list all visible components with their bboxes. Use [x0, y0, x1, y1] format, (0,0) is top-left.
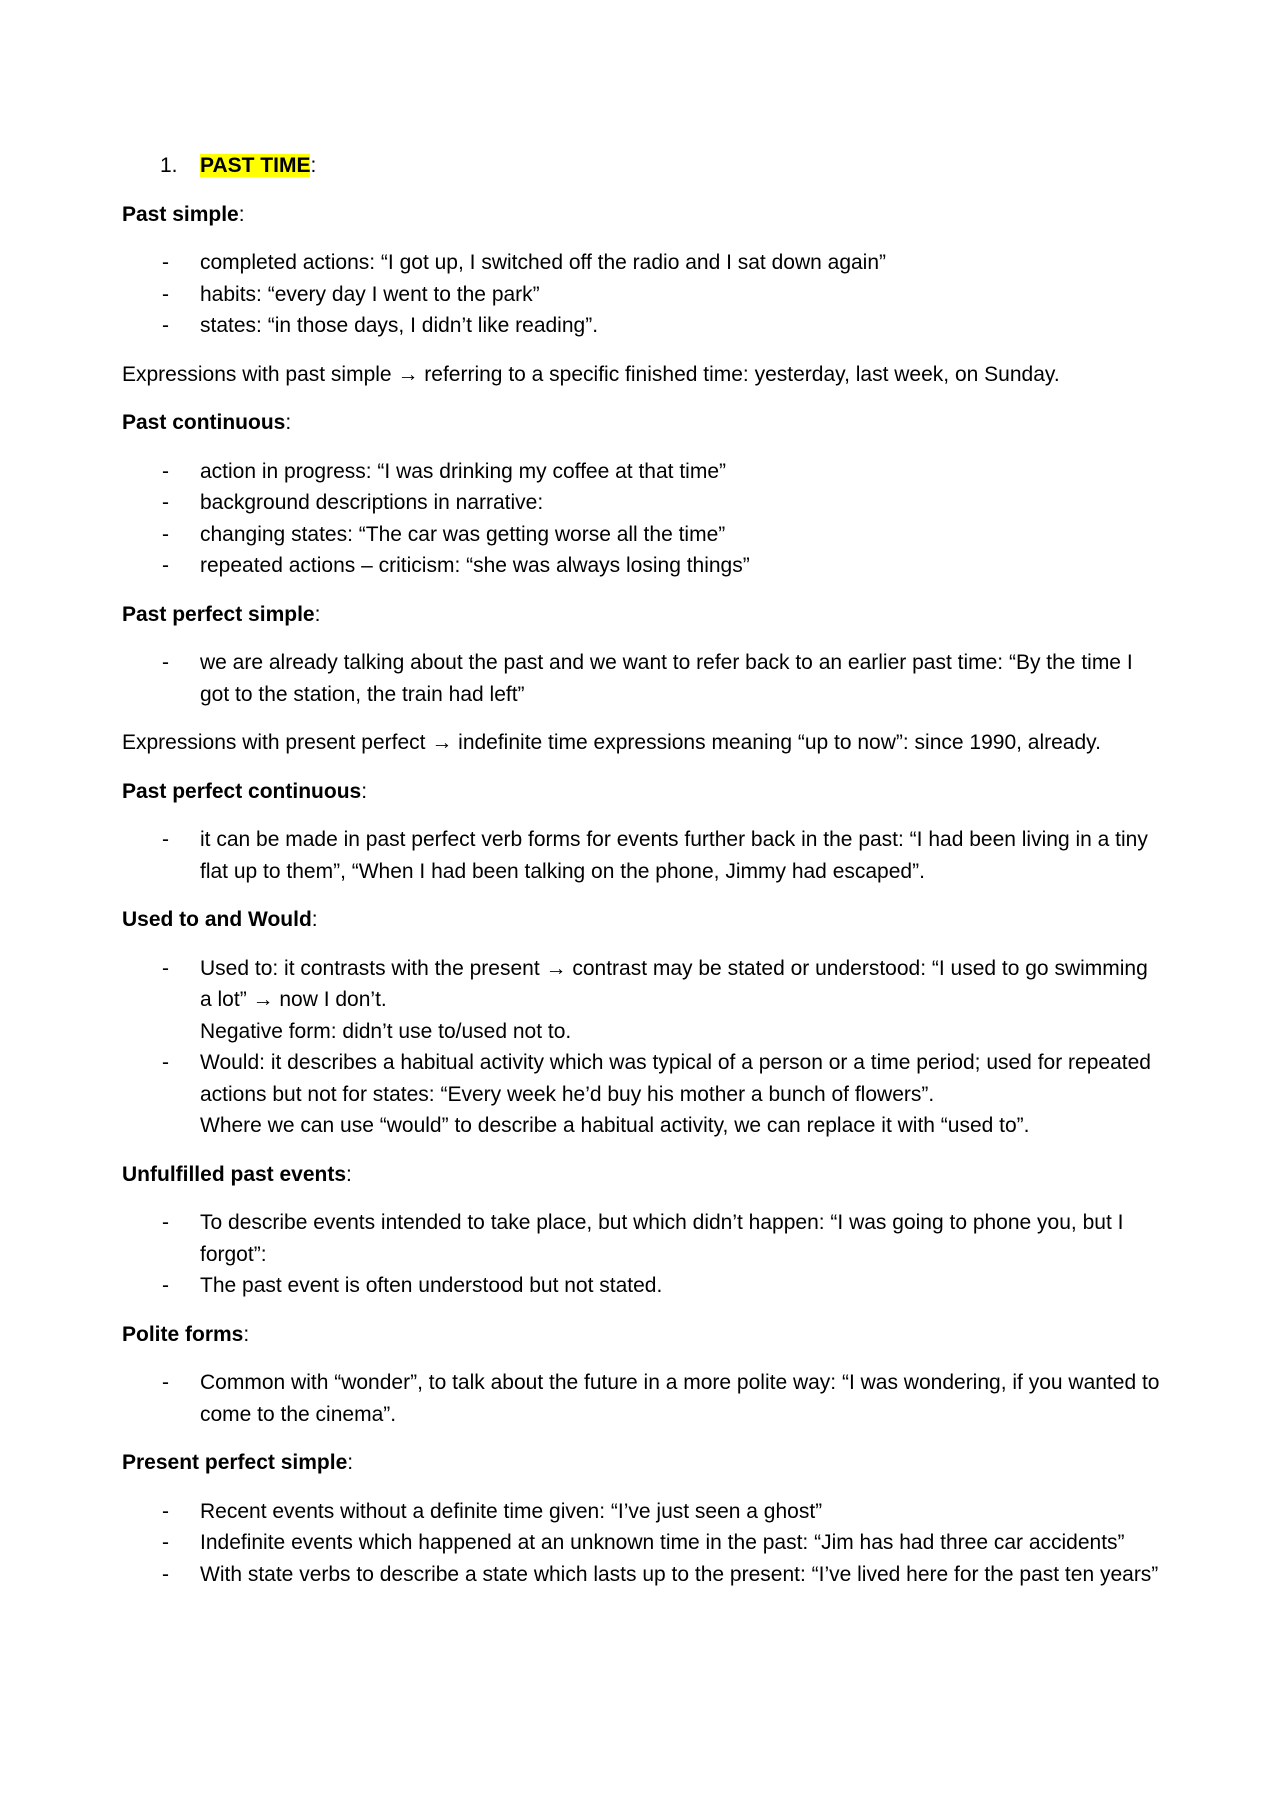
dash-bullet: -	[162, 1274, 169, 1297]
list-item-text: Common with “wonder”, to talk about the future in a more polite way: “I was wondering, if you wanted to come to the cinema”.	[200, 1371, 1160, 1426]
list-item	[122, 487, 1162, 519]
list-item-text: it can be made in past perfect verb forms for events further back in the past: “I had been living in a tiny flat up to them”, “When I had been talking on the phone, Jimmy had escaped”.	[200, 828, 1148, 883]
list-item	[122, 1496, 1162, 1528]
list-item	[122, 1527, 1162, 1559]
document-page	[122, 150, 1162, 1607]
list-item-text: The past event is often understood but not stated.	[200, 1274, 663, 1297]
dash-bullet: -	[162, 1211, 169, 1234]
dash-bullet: -	[162, 282, 169, 306]
subsection-title: Present perfect simple	[122, 1451, 348, 1474]
subsection-title: Past simple	[122, 202, 239, 226]
list-item	[122, 647, 1162, 710]
list-item-text: With state verbs to describe a state which lasts up to the present: “I’ve lived here for the past ten years”	[200, 1562, 1159, 1586]
dash-bullet: -	[162, 1051, 169, 1074]
arrow-right-icon: →	[431, 731, 453, 754]
dash-bullet: -	[162, 491, 169, 514]
list-item-text: action in progress: “I was drinking my coffee at that time”	[200, 459, 727, 483]
dash-bullet: -	[162, 522, 169, 546]
section-title-highlighted: PAST TIME	[200, 154, 311, 177]
expression-paragraph: Expressions with past simple → referring to a specific finished time: yesterday, last week, on Sunday.	[122, 362, 1060, 386]
subsection-heading: Used to and Would:	[122, 908, 318, 931]
dash-bullet: -	[162, 554, 169, 577]
dash-bullet: -	[162, 1371, 169, 1394]
list-item-text: background descriptions in narrative:	[200, 491, 544, 514]
list-item-text: Would: it describes a habitual activity which was typical of a person or a time period; used for repeated actions but not for states: “Every week he’d buy his mother a bunch of flowers”.	[200, 1051, 1151, 1106]
document-body	[122, 199, 1162, 1591]
section-heading: 1. PAST TIME:	[122, 150, 1162, 182]
list-item	[122, 456, 1162, 488]
list-item	[122, 1367, 1162, 1430]
list-item-text: Used to: it contrasts with the present → contrast may be stated or understood: “I used to go swimming a lot” → now I don’t.	[200, 956, 1148, 1011]
dash-bullet: -	[162, 459, 169, 483]
expression-paragraph: Expressions with present perfect → indefinite time expressions meaning “up to now”: since 1990, already.	[122, 731, 1101, 754]
list-item	[122, 310, 1162, 342]
dash-bullet: -	[162, 651, 169, 674]
dash-list	[122, 953, 1162, 1142]
dash-list	[122, 1367, 1162, 1430]
list-item	[122, 1270, 1162, 1302]
list-item-text: Recent events without a definite time given: “I’ve just seen a ghost”	[200, 1499, 823, 1523]
dash-list	[122, 647, 1162, 710]
list-item	[122, 824, 1162, 887]
subsection-heading: Unfulfilled past events:	[122, 1162, 352, 1186]
list-item	[122, 1207, 1162, 1270]
subsection-heading: Polite forms:	[122, 1322, 250, 1346]
dash-bullet: -	[162, 828, 169, 851]
list-item	[122, 247, 1162, 279]
list-item-text: Where we can use “would” to describe a habitual activity, we can replace it with “used to”.	[200, 1114, 1030, 1137]
dash-bullet: -	[162, 314, 169, 337]
list-item-text: completed actions: “I got up, I switched off the radio and I sat down again”	[200, 251, 887, 274]
subsection-heading: Past simple:	[122, 202, 245, 226]
list-item-text: states: “in those days, I didn’t like reading”.	[200, 314, 599, 337]
subsection-heading: Present perfect simple:	[122, 1451, 354, 1474]
list-item	[122, 1047, 1162, 1142]
dash-bullet: -	[162, 1562, 169, 1586]
list-item-text: we are already talking about the past and we want to refer back to an earlier past time: “By the time I got to the station, the train had left”	[200, 651, 1133, 706]
subsection-heading: Past continuous:	[122, 411, 292, 434]
list-item-text: changing states: “The car was getting worse all the time”	[200, 522, 726, 546]
dash-list	[122, 824, 1162, 887]
subsection-title: Used to and Would	[122, 908, 312, 931]
list-item-text: Indefinite events which happened at an unknown time in the past: “Jim has had three car accidents”	[200, 1531, 1125, 1554]
section-number: 1.	[160, 154, 178, 177]
dash-bullet: -	[162, 1531, 169, 1554]
dash-list	[122, 1207, 1162, 1302]
subsection-title: Past perfect simple	[122, 602, 315, 626]
dash-list	[122, 247, 1162, 342]
arrow-right-icon: →	[397, 362, 419, 386]
subsection-title: Polite forms	[122, 1322, 244, 1346]
list-item-text: Negative form: didn’t use to/used not to.	[200, 1019, 572, 1043]
list-item	[122, 519, 1162, 551]
dash-bullet: -	[162, 251, 169, 274]
subsection-title: Unfulfilled past events	[122, 1162, 347, 1186]
dash-list	[122, 1496, 1162, 1591]
list-item	[122, 953, 1162, 1048]
dash-bullet: -	[162, 956, 169, 980]
list-item	[122, 550, 1162, 582]
list-item-text: habits: “every day I went to the park”	[200, 282, 540, 306]
subsection-heading: Past perfect simple:	[122, 602, 321, 626]
list-item	[122, 1559, 1162, 1591]
list-item-text: repeated actions – criticism: “she was always losing things”	[200, 554, 750, 577]
subsection-heading: Past perfect continuous:	[122, 779, 368, 803]
list-item-text: To describe events intended to take place, but which didn’t happen: “I was going to phone you, but I forgot”:	[200, 1211, 1124, 1266]
dash-list	[122, 456, 1162, 582]
subsection-title: Past continuous	[122, 411, 286, 434]
subsection-title: Past perfect continuous	[122, 779, 362, 803]
list-item	[122, 279, 1162, 311]
dash-bullet: -	[162, 1499, 169, 1523]
